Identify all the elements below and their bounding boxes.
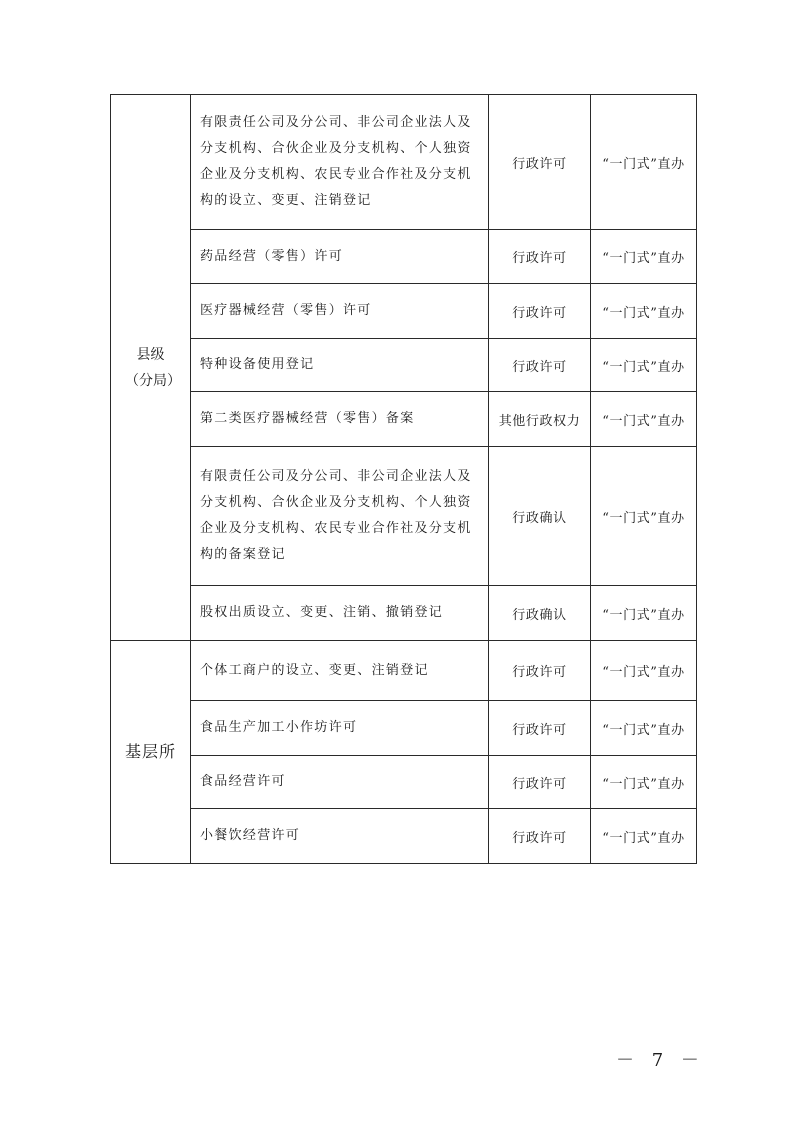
mode-cell: “一门式”直办 bbox=[591, 392, 697, 447]
level-cell-grassroots: 基层所 bbox=[111, 641, 191, 864]
permit-table bbox=[110, 94, 697, 864]
item-cell: 小餐饮经营许可 bbox=[191, 809, 489, 864]
table-row bbox=[111, 339, 697, 392]
item-cell: 有限责任公司及分公司、非公司企业法人及分支机构、合伙企业及分支机构、个人独资企业及分支机构、农民专业合作社及分支机构的设立、变更、注销登记 bbox=[191, 95, 489, 230]
table-row bbox=[111, 756, 697, 809]
mode-cell: “一门式”直办 bbox=[591, 230, 697, 284]
item-cell: 有限责任公司及分公司、非公司企业法人及分支机构、合伙企业及分支机构、个人独资企业及分支机构、农民专业合作社及分支机构的备案登记 bbox=[191, 447, 489, 586]
table-row bbox=[111, 586, 697, 641]
table-row bbox=[111, 230, 697, 284]
mode-cell: “一门式”直办 bbox=[591, 339, 697, 392]
item-cell: 食品生产加工小作坊许可 bbox=[191, 701, 489, 756]
type-cell: 行政许可 bbox=[489, 95, 591, 230]
table-row bbox=[111, 284, 697, 339]
mode-cell: “一门式”直办 bbox=[591, 641, 697, 701]
mode-cell: “一门式”直办 bbox=[591, 447, 697, 586]
item-cell: 第二类医疗器械经营（零售）备案 bbox=[191, 392, 489, 447]
mode-cell: “一门式”直办 bbox=[591, 809, 697, 864]
item-cell: 食品经营许可 bbox=[191, 756, 489, 809]
table-row bbox=[111, 447, 697, 586]
type-cell: 行政许可 bbox=[489, 339, 591, 392]
type-cell: 行政确认 bbox=[489, 586, 591, 641]
table-row bbox=[111, 392, 697, 447]
type-cell: 行政许可 bbox=[489, 230, 591, 284]
table-row bbox=[111, 701, 697, 756]
type-cell: 行政许可 bbox=[489, 809, 591, 864]
page-number: － 7 － bbox=[616, 1050, 705, 1071]
type-cell: 其他行政权力 bbox=[489, 392, 591, 447]
type-cell: 行政确认 bbox=[489, 447, 591, 586]
item-cell: 股权出质设立、变更、注销、撤销登记 bbox=[191, 586, 489, 641]
item-cell: 药品经营（零售）许可 bbox=[191, 230, 489, 284]
type-cell: 行政许可 bbox=[489, 756, 591, 809]
table-row bbox=[111, 809, 697, 864]
table-row bbox=[111, 95, 697, 230]
mode-cell: “一门式”直办 bbox=[591, 586, 697, 641]
mode-cell: “一门式”直办 bbox=[591, 95, 697, 230]
table-row bbox=[111, 641, 697, 701]
mode-cell: “一门式”直办 bbox=[591, 701, 697, 756]
mode-cell: “一门式”直办 bbox=[591, 284, 697, 339]
item-cell: 个体工商户的设立、变更、注销登记 bbox=[191, 641, 489, 701]
item-cell: 医疗器械经营（零售）许可 bbox=[191, 284, 489, 339]
item-cell: 特种设备使用登记 bbox=[191, 339, 489, 392]
type-cell: 行政许可 bbox=[489, 641, 591, 701]
level-cell-county: 县级（分局） bbox=[111, 95, 191, 641]
mode-cell: “一门式”直办 bbox=[591, 756, 697, 809]
type-cell: 行政许可 bbox=[489, 701, 591, 756]
type-cell: 行政许可 bbox=[489, 284, 591, 339]
